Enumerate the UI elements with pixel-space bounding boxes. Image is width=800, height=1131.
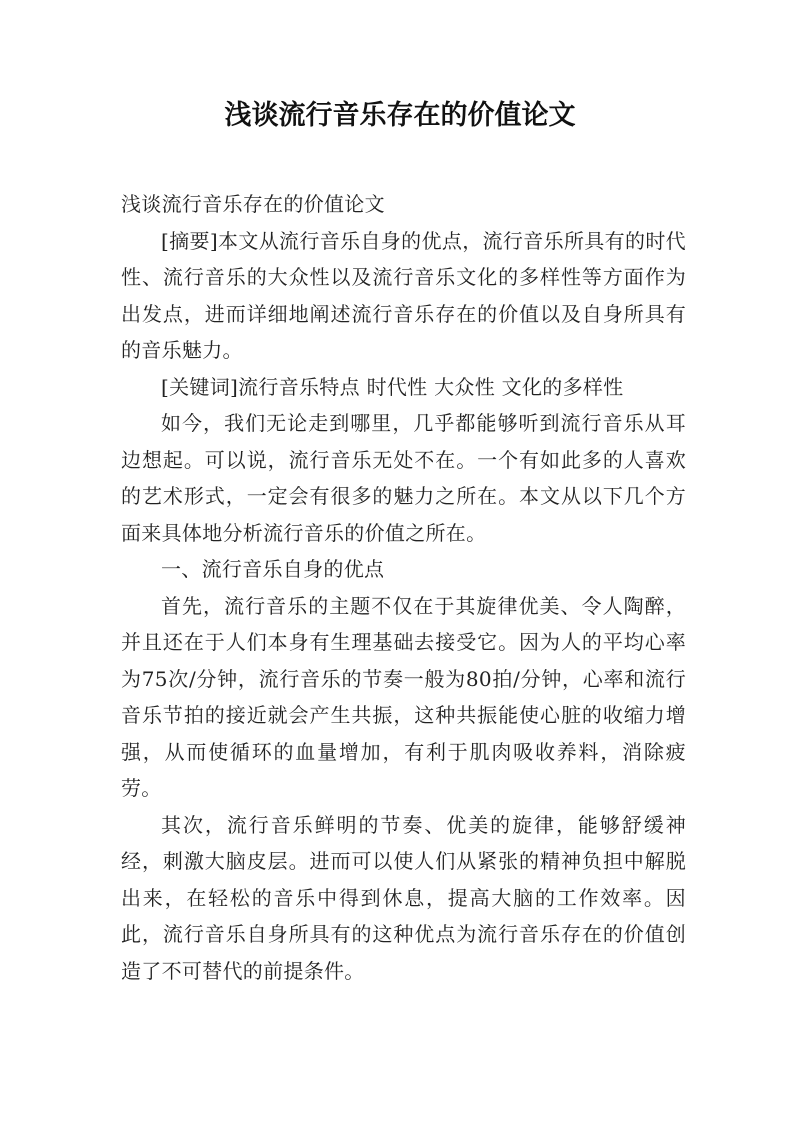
- document-title: 浅谈流行音乐存在的价值论文: [224, 100, 576, 131]
- section-heading: 一、流行音乐自身的优点: [161, 557, 385, 581]
- body-paragraph-first: 首先，流行音乐的主题不仅在于其旋律优美、令人陶醉，并且还在于人们本身有生理基础去接受它。因为人的平均心率为75次/分钟，流行音乐的节奏一般为80拍/分钟，心率和流行音乐节拍的接近就会产生共振，这种共振能使心脏的收缩力增强，从而使循环的血量增加，有利于肌肉吸收养料，消除疲劳。: [121, 593, 686, 800]
- body-paragraph-second: 其次，流行音乐鲜明的节奏、优美的旋律，能够舒缓神经，刺激大脑皮层。进而可以使人们从紧张的精神负担中解脱出来，在轻松的音乐中得到休息，提高大脑的工作效率。因此，流行音乐自身所具有的这种优点为流行音乐存在的价值创造了不可替代的前提条件。: [121, 812, 686, 983]
- abstract-paragraph: [摘要]本文从流行音乐自身的优点，流行音乐所具有的时代性、流行音乐的大众性以及流行音乐文化的多样性等方面作为出发点，进而详细地阐述流行音乐存在的价值以及自身所具有的音乐魅力。: [121, 228, 686, 362]
- document-body: [121, 186, 686, 989]
- intro-paragraph: 如今，我们无论走到哪里，几乎都能够听到流行音乐从耳边想起。可以说，流行音乐无处不在。一个有如此多的人喜欢的艺术形式，一定会有很多的魅力之所在。本文从以下几个方面来具体地分析流行音乐的价值之所在。: [121, 411, 686, 545]
- keywords-paragraph: [关键词]流行音乐特点 时代性 大众性 文化的多样性: [161, 374, 624, 399]
- subtitle-paragraph: 浅谈流行音乐存在的价值论文: [121, 192, 385, 216]
